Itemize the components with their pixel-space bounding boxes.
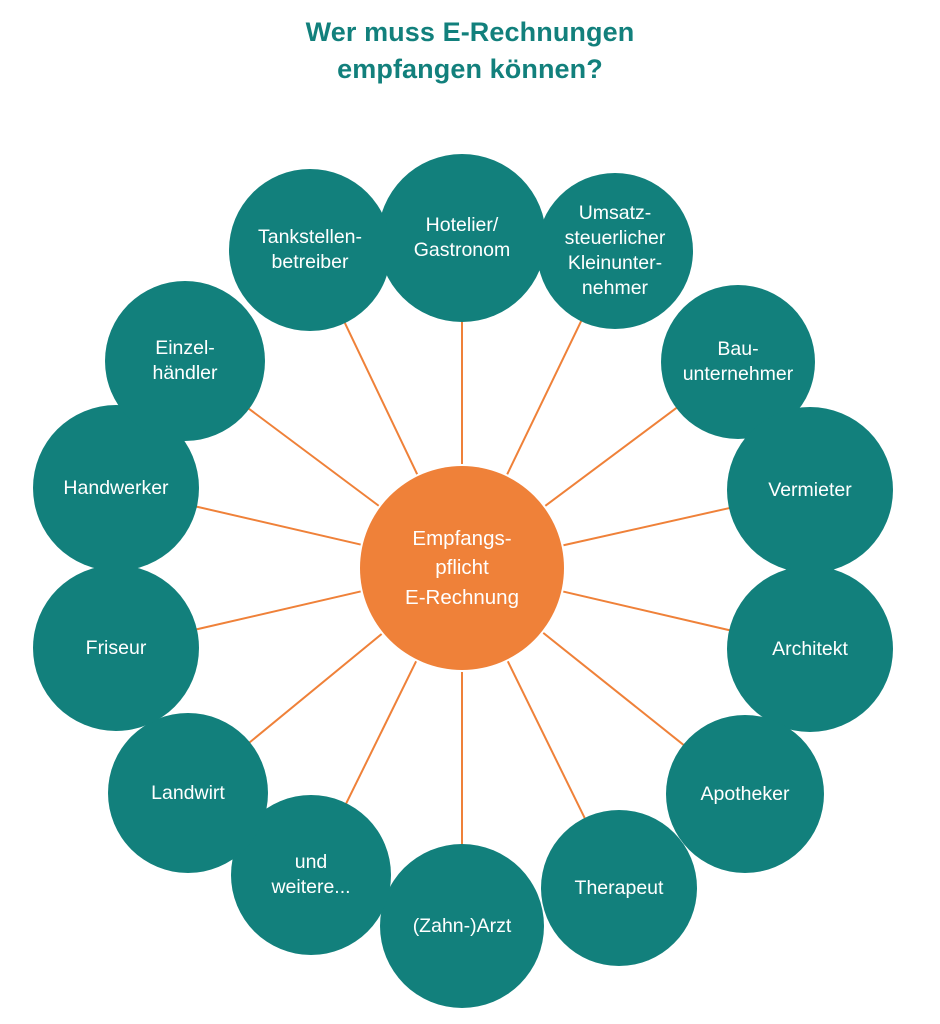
category-node-label: Handwerker [63,476,169,499]
spoke-line [508,661,585,819]
spoke-line [249,634,382,743]
category-node [666,715,824,873]
page-title [0,14,940,89]
page-title-line-2: empfangen können? [337,54,603,85]
center-node-label: Empfangs- pflicht E-Rechnung [405,527,519,609]
category-node-label: Bau- unternehmer [682,338,794,385]
category-node-label: Vermieter [768,478,852,501]
category-node [727,407,893,573]
spoke-line [345,322,418,474]
category-node [33,565,199,731]
category-node-label: Apotheker [700,782,790,805]
spoke-line [507,320,581,474]
category-node [727,566,893,732]
category-node [380,844,544,1008]
hub-and-spoke-diagram [0,118,940,1018]
category-node-label: (Zahn-)Arzt [412,914,512,937]
spoke-line [196,591,361,629]
category-node-label: Landwirt [151,781,225,804]
category-node-label: und weitere... [271,851,351,898]
center-node [360,466,564,670]
category-node-label: Umsatz- steuerlicher Kleinunter- nehmer [564,202,666,299]
category-node [229,169,391,331]
category-node-label: Hotelier/ Gastronom [413,214,511,261]
spoke-line [346,661,416,804]
spoke-line [545,407,677,505]
category-node [105,281,265,441]
category-node-label: Therapeut [574,876,664,899]
page-title-line-1: Wer muss E-Rechnungen [305,17,635,47]
category-node [537,173,693,329]
spoke-line [563,592,730,631]
category-node-label: Friseur [85,636,147,659]
category-node [108,713,268,873]
spoke-line [543,633,684,745]
category-node-label: Einzel- händler [152,337,218,384]
category-node-label: Tankstellen- betreiber [257,226,363,273]
category-node [541,810,697,966]
category-node-label: Architekt [772,637,848,660]
spoke-line [196,506,361,544]
spoke-line [563,508,730,545]
category-node [378,154,546,322]
spoke-line [248,408,378,505]
